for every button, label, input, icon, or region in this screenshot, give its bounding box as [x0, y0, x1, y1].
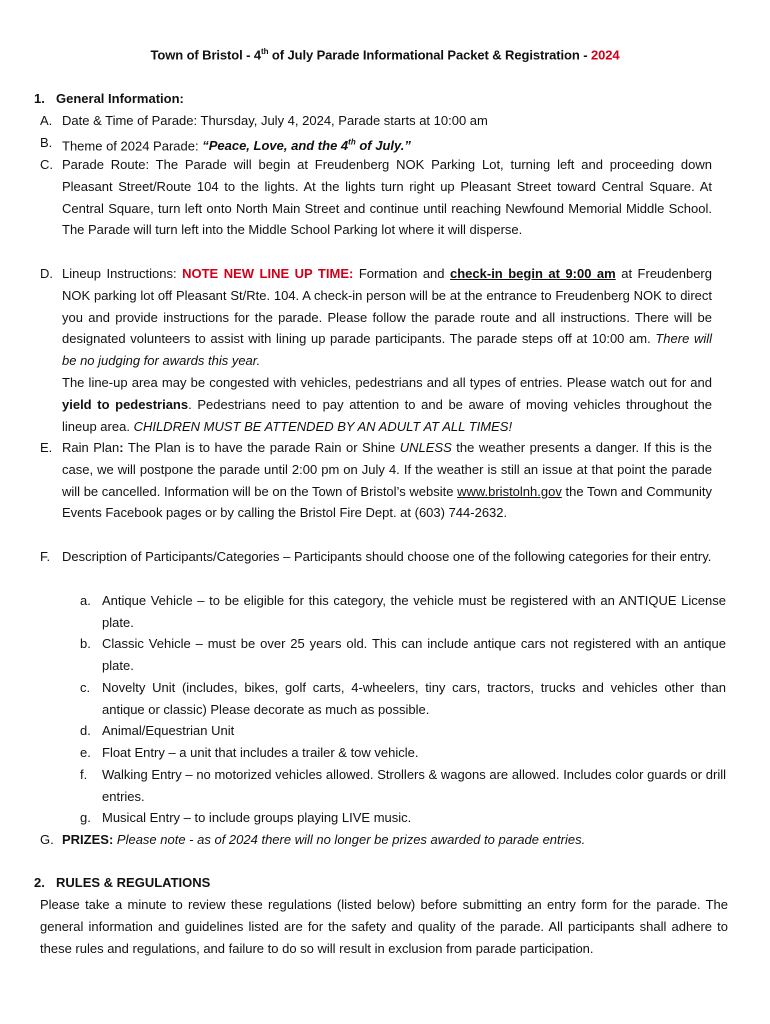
- rain-plan-t2: the weather presents a danger. If this is the case, we will postpone the parade until 2:00 pm on July 4. If the weather is still an issue at that point the parade will be cancelled. Information will be on the Town of Bristol’s website: [62, 440, 712, 499]
- item-f: [40, 546, 712, 568]
- item-d-label: D.: [40, 266, 53, 281]
- category-item-e: [80, 742, 726, 764]
- section-1-heading: [34, 91, 184, 106]
- prizes-lead: PRIZES:: [62, 832, 114, 847]
- lineup-lead: Lineup Instructions:: [62, 266, 183, 281]
- category-item-g: [80, 807, 726, 829]
- item-f-label: F.: [40, 549, 51, 564]
- section-1-number: 1.: [34, 91, 45, 106]
- item-d-text: [62, 263, 712, 437]
- website-link[interactable]: www.bristolnh.gov: [457, 483, 562, 499]
- category-text: Walking Entry – no motorized vehicles allowed. Strollers & wagons are allowed. Includes color guards or drill entries.: [102, 767, 726, 804]
- category-text: Float Entry – a unit that includes a trailer & tow vehicle.: [102, 745, 419, 760]
- section-1-title: General Information:: [56, 91, 184, 106]
- item-e-label: E.: [40, 440, 53, 455]
- category-label: e.: [80, 745, 91, 760]
- theme-sup: th: [348, 138, 356, 147]
- rain-plan-t1: The Plan is to have the parade Rain or Shine: [123, 440, 400, 455]
- section-2-title: RULES & REGULATIONS: [56, 875, 211, 890]
- children-notice: CHILDREN MUST BE ATTENDED BY AN ADULT AT ALL TIMES!: [133, 418, 513, 434]
- title-rest: of July Parade Informational Packet & Registration -: [268, 47, 591, 63]
- category-text: Musical Entry – to include groups playing LIVE music.: [102, 810, 412, 825]
- prizes-note: Please note - as of 2024 there will no longer be prizes awarded to parade entries.: [113, 832, 586, 847]
- item-e-text: [62, 437, 712, 524]
- lineup-p2-mid: . Pedestrians need to pay attention to and be aware of moving vehicles throughout the lineup area.: [62, 396, 712, 434]
- category-label: g.: [80, 810, 91, 825]
- title-prefix: Town of Bristol - 4: [150, 47, 262, 63]
- item-b-lead: Theme of 2024 Parade:: [62, 138, 203, 154]
- item-a-label: A.: [40, 113, 53, 128]
- unless-word: UNLESS: [399, 440, 452, 455]
- category-item-c: [80, 677, 726, 721]
- rain-plan-lead: Rain Plan: [62, 440, 120, 455]
- item-g-text: [62, 829, 712, 851]
- no-judging-note: There will be no judging for awards this year.: [62, 331, 712, 369]
- category-text: Animal/Equestrian Unit: [102, 723, 235, 738]
- theme-end: of July.”: [355, 138, 411, 154]
- category-text: Antique Vehicle – to be eligible for this category, the vehicle must be registered with an ANTIQUE License plate.: [102, 593, 726, 630]
- category-item-a: [80, 590, 726, 634]
- category-text: Classic Vehicle – must be over 25 years old. This can include antique cars not registered with an antique plate.: [102, 636, 726, 673]
- category-label: d.: [80, 723, 91, 738]
- item-e: [40, 437, 712, 524]
- item-c-label: C.: [40, 157, 53, 172]
- checkin-time: check-in begin at 9:00 am: [450, 266, 616, 281]
- yield-pedestrians: yield to pedestrians: [62, 396, 189, 412]
- item-f-text: Description of Participants/Categories – Participants should choose one of the following categories for their entry.: [62, 549, 712, 564]
- item-g: [40, 829, 712, 851]
- new-lineup-note: NOTE NEW LINE UP TIME:: [182, 266, 354, 281]
- category-item-d: [80, 720, 726, 742]
- category-label: f.: [80, 767, 88, 782]
- rain-plan-t3: the Town and Community Events Facebook pages or by calling the Bristol Fire Dept. at (603) 744-2632.: [62, 483, 712, 521]
- title-year: 2024: [590, 47, 620, 63]
- lineup-rest: at Freudenberg NOK parking lot off Pleasant St/Rte. 104. A check-in person will be at the entrance to Freudenberg NOK to direct you and provide instructions for the parade. Please follow the parade route and all instructions. There will be designated volunteers to assist with lining up parade participants. The parade steps off at 10:00 am.: [62, 266, 712, 347]
- item-g-label: G.: [40, 832, 54, 847]
- item-c-text: Parade Route: The Parade will begin at Freudenberg NOK Parking Lot, turning left and proceeding down Pleasant Street/Route 104 to the lights. At the lights turn right up Pleasant Street toward Central Square. At Central Square, turn left onto North Main Street and continue until reaching Newfound Memorial Middle School. The Parade will turn left into the Middle School Parking lot where it will disperse.: [62, 157, 712, 238]
- lineup-p2-start: The line-up area may be congested with vehicles, pedestrians and all types of entries. Please watch out for and: [62, 374, 712, 390]
- page-title: [0, 47, 770, 62]
- title-superscript: th: [261, 47, 269, 56]
- category-text: Novelty Unit (includes, bikes, golf carts, 4-wheelers, tiny cars, tractors, trucks and vehicles other than antique or classic) Please decorate as much as possible.: [102, 680, 726, 717]
- category-item-f: [80, 764, 726, 808]
- section-2-heading: [34, 875, 210, 890]
- theme-text: [202, 138, 411, 153]
- lineup-paragraph-2: [62, 372, 712, 437]
- theme-main: “Peace, Love, and the 4: [202, 138, 349, 154]
- section-2-number: 2.: [34, 875, 45, 890]
- category-item-b: [80, 633, 726, 677]
- category-label: c.: [80, 680, 91, 695]
- item-b-label: B.: [40, 135, 53, 150]
- item-a-text: Date & Time of Parade: Thursday, July 4, 2024, Parade starts at 10:00 am: [62, 113, 488, 128]
- item-c: [40, 154, 712, 241]
- rain-plan-colon: :: [119, 440, 124, 455]
- category-label: a.: [80, 593, 91, 608]
- rules-paragraph: Please take a minute to review these regulations (listed below) before submitting an entry form for the parade. The general information and guidelines listed are for the safety and quality of the parade. All participants shall adhere to these rules and regulations, and failure to do so will result in exclusion from parade participation.: [40, 897, 728, 956]
- lineup-mid: Formation and: [353, 266, 450, 281]
- category-label: b.: [80, 636, 91, 651]
- item-d: [40, 263, 712, 437]
- item-a: [40, 110, 712, 132]
